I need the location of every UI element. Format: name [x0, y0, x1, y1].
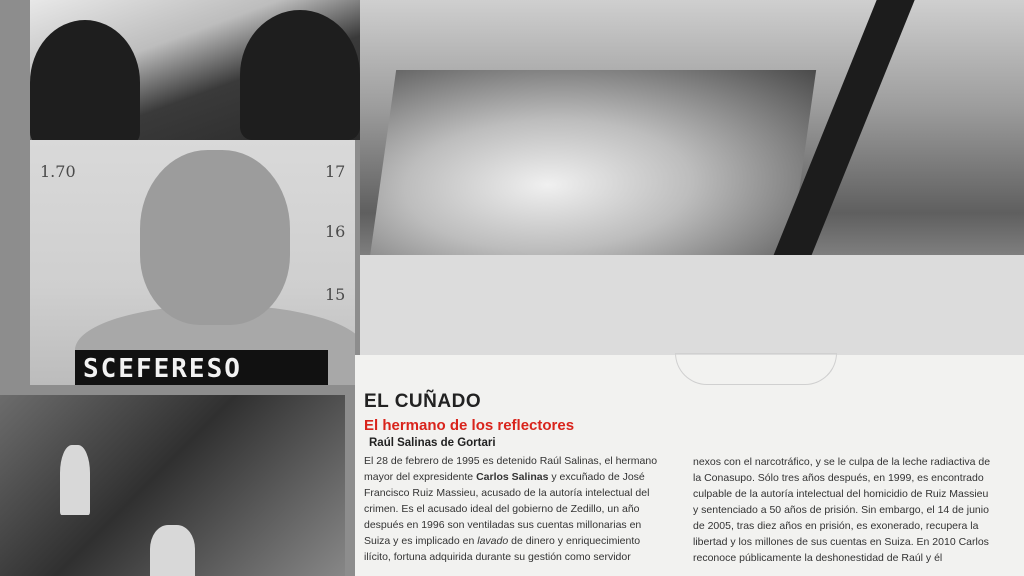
column1-ending: de dinero y enriquecimiento ilícito, fortuna adquirida durante su gestión como servidor	[364, 535, 641, 563]
column1-lead: El 28 de febrero de 1995 es detenido Raúl Salinas, el hermano mayor del expresidente	[364, 455, 658, 483]
height-mark: 17	[325, 162, 346, 181]
car-door	[360, 255, 1024, 355]
section-title: EL CUÑADO	[364, 391, 482, 412]
height-mark: 16	[325, 222, 346, 241]
photo-mugshot	[30, 140, 355, 385]
photo-officials-waving	[30, 0, 360, 140]
height-mark: 15	[325, 285, 346, 304]
photo-field-scene	[0, 395, 345, 576]
article-column-1	[364, 453, 664, 565]
photo-shattered-car-window	[360, 0, 1024, 355]
person-figure	[150, 525, 195, 576]
column1-bold-name: Carlos Salinas	[476, 471, 549, 483]
article-column-2	[693, 454, 993, 566]
column2-text: nexos con el narcotráfico, y se le culpa de la leche radiactiva de la Conasupo. Sólo tres años después, en 1999, es encontrado culpable de la autoría intelectual del homicidio de Ruiz Massieu y sentenciado a 50 años de prisión. Sin embargo, el 14 de junio de 2005, tras diez años en prisión, es exonerado, recupera la libertad y los millones de sus cuentas en Suiza. En 2010 Carlos reconoce públicamente la deshonestidad de Raúl y él	[693, 456, 991, 564]
column1-after-name: y excuñado de José Francisco Ruiz Massieu, acusado de la autoría intelectual del crimen. Es el acusado ideal del gobierno de Zedillo, un año después en 1996 son ventiladas sus cuentas millonarias en Suiza y es implicado en	[364, 471, 650, 547]
height-mark: 1.70	[40, 162, 76, 181]
mugshot-sign: SCEFERESO	[75, 350, 328, 385]
column1-italic-word: lavado	[477, 535, 509, 547]
article-headline: El hermano de los reflectores	[364, 417, 575, 434]
article-byline: Raúl Salinas de Gortari	[369, 437, 496, 449]
person-figure	[60, 445, 90, 515]
person-silhouette	[240, 10, 360, 140]
person-silhouette	[30, 20, 140, 140]
puzzle-cut-line	[675, 353, 837, 385]
article-panel	[355, 355, 1024, 576]
mugshot-face	[140, 150, 290, 325]
